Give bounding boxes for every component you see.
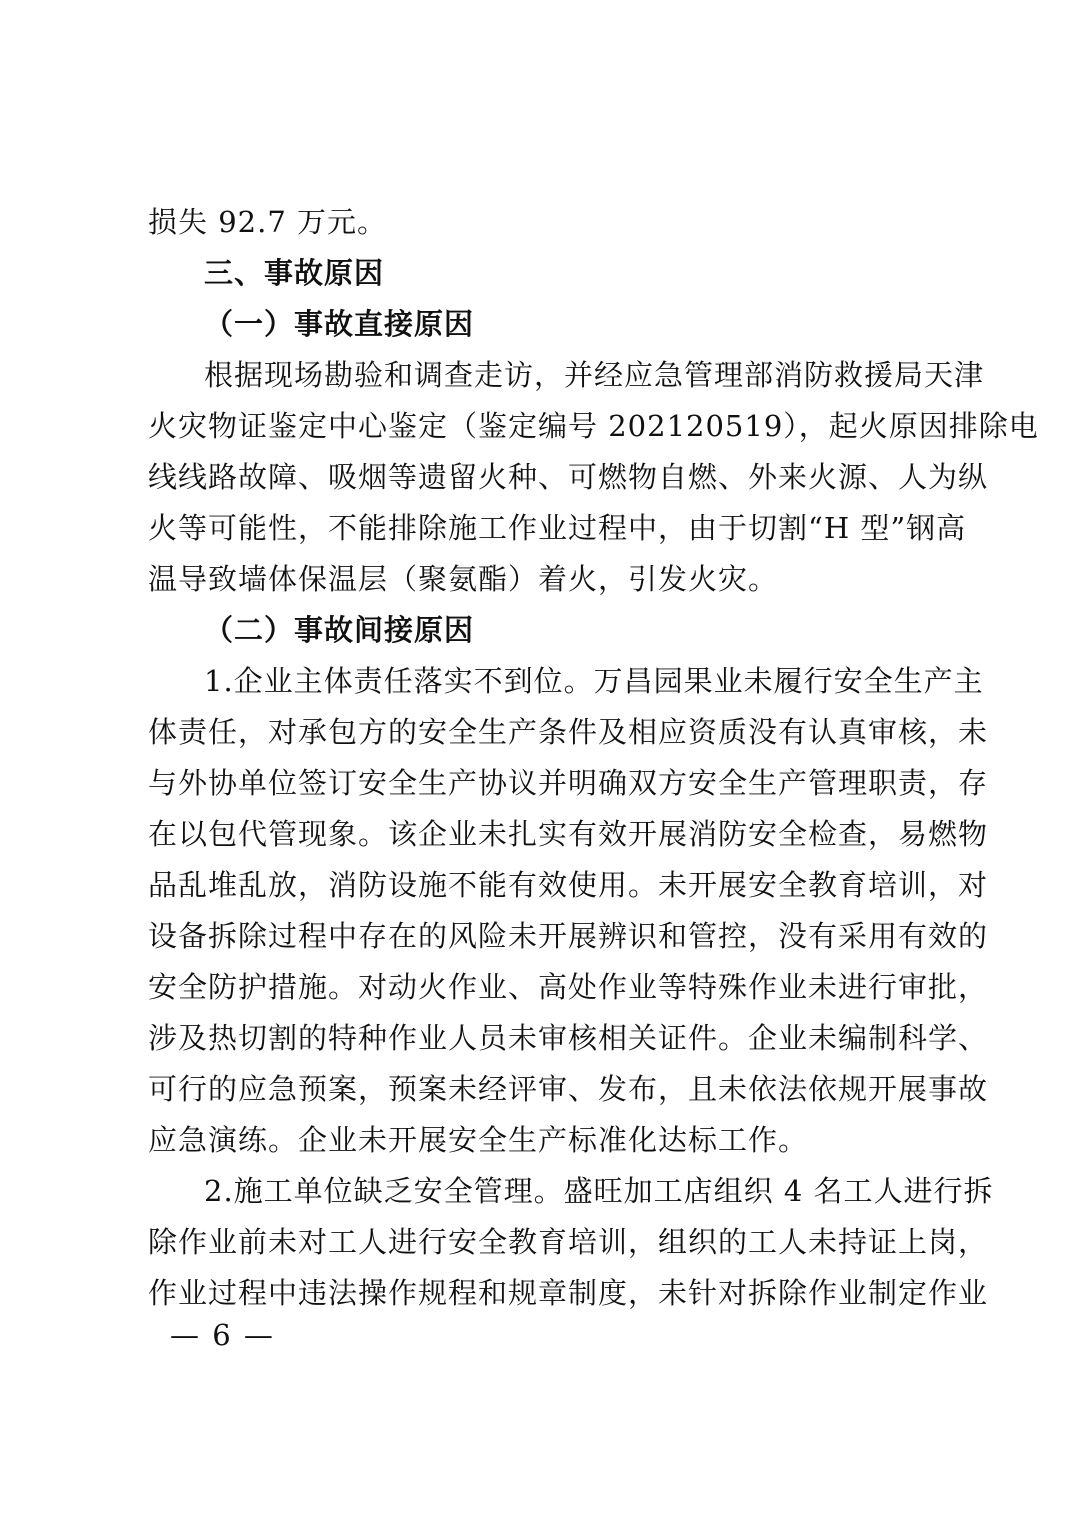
paragraph-line: 设备拆除过程中存在的风险未开展辨识和管控，没有采用有效的 (148, 919, 989, 953)
paragraph-line: 2.施工单位缺乏安全管理。盛旺加工店组织 4 名工人进行拆 (204, 1174, 994, 1208)
page-number: — 6 — (170, 1318, 275, 1352)
paragraph-line: 可行的应急预案，预案未经评审、发布，且未依法依规开展事故 (148, 1072, 989, 1106)
paragraph-line: 安全防护措施。对动火作业、高处作业等特殊作业未进行审批， (148, 970, 989, 1004)
paragraph-line: 火灾物证鉴定中心鉴定（鉴定编号 202120519），起火原因排除电 (148, 409, 1039, 443)
paragraph-line: 在以包代管现象。该企业未扎实有效开展消防安全检查，易燃物 (148, 817, 989, 851)
subsection-title-direct-cause: （一）事故直接原因 (204, 307, 475, 341)
paragraph-line: 与外协单位签订安全生产协议并明确双方安全生产管理职责，存 (148, 766, 989, 800)
section-heading: 三、事故原因 (204, 256, 385, 290)
paragraph-line: 作业过程中违法操作规程和规章制度，未针对拆除作业制定作业 (148, 1276, 989, 1310)
paragraph-line: 1.企业主体责任落实不到位。万昌园果业未履行安全生产主 (204, 664, 984, 698)
paragraph-line: 应急演练。企业未开展安全生产标准化达标工作。 (148, 1123, 809, 1157)
paragraph-line: 体责任，对承包方的安全生产条件及相应资质没有认真审核，未 (148, 715, 989, 749)
subsection-title-indirect-cause: （二）事故间接原因 (204, 613, 475, 647)
paragraph-line: 根据现场勘验和调查走访，并经应急管理部消防救援局天津 (204, 358, 985, 392)
carryover-line: 损失 92.7 万元。 (148, 205, 388, 239)
paragraph-line: 火等可能性，不能排除施工作业过程中，由于切割“H 型”钢高 (148, 511, 967, 545)
paragraph-line: 品乱堆乱放，消防设施不能有效使用。未开展安全教育培训，对 (148, 868, 989, 902)
paragraph-line: 除作业前未对工人进行安全教育培训，组织的工人未持证上岗， (148, 1225, 989, 1259)
paragraph-line: 涉及热切割的特种作业人员未审核相关证件。企业未编制科学、 (148, 1021, 989, 1055)
paragraph-line: 线线路故障、吸烟等遗留火种、可燃物自燃、外来火源、人为纵 (148, 460, 989, 494)
paragraph-line: 温导致墙体保温层（聚氨酯）着火，引发火灾。 (148, 562, 779, 596)
